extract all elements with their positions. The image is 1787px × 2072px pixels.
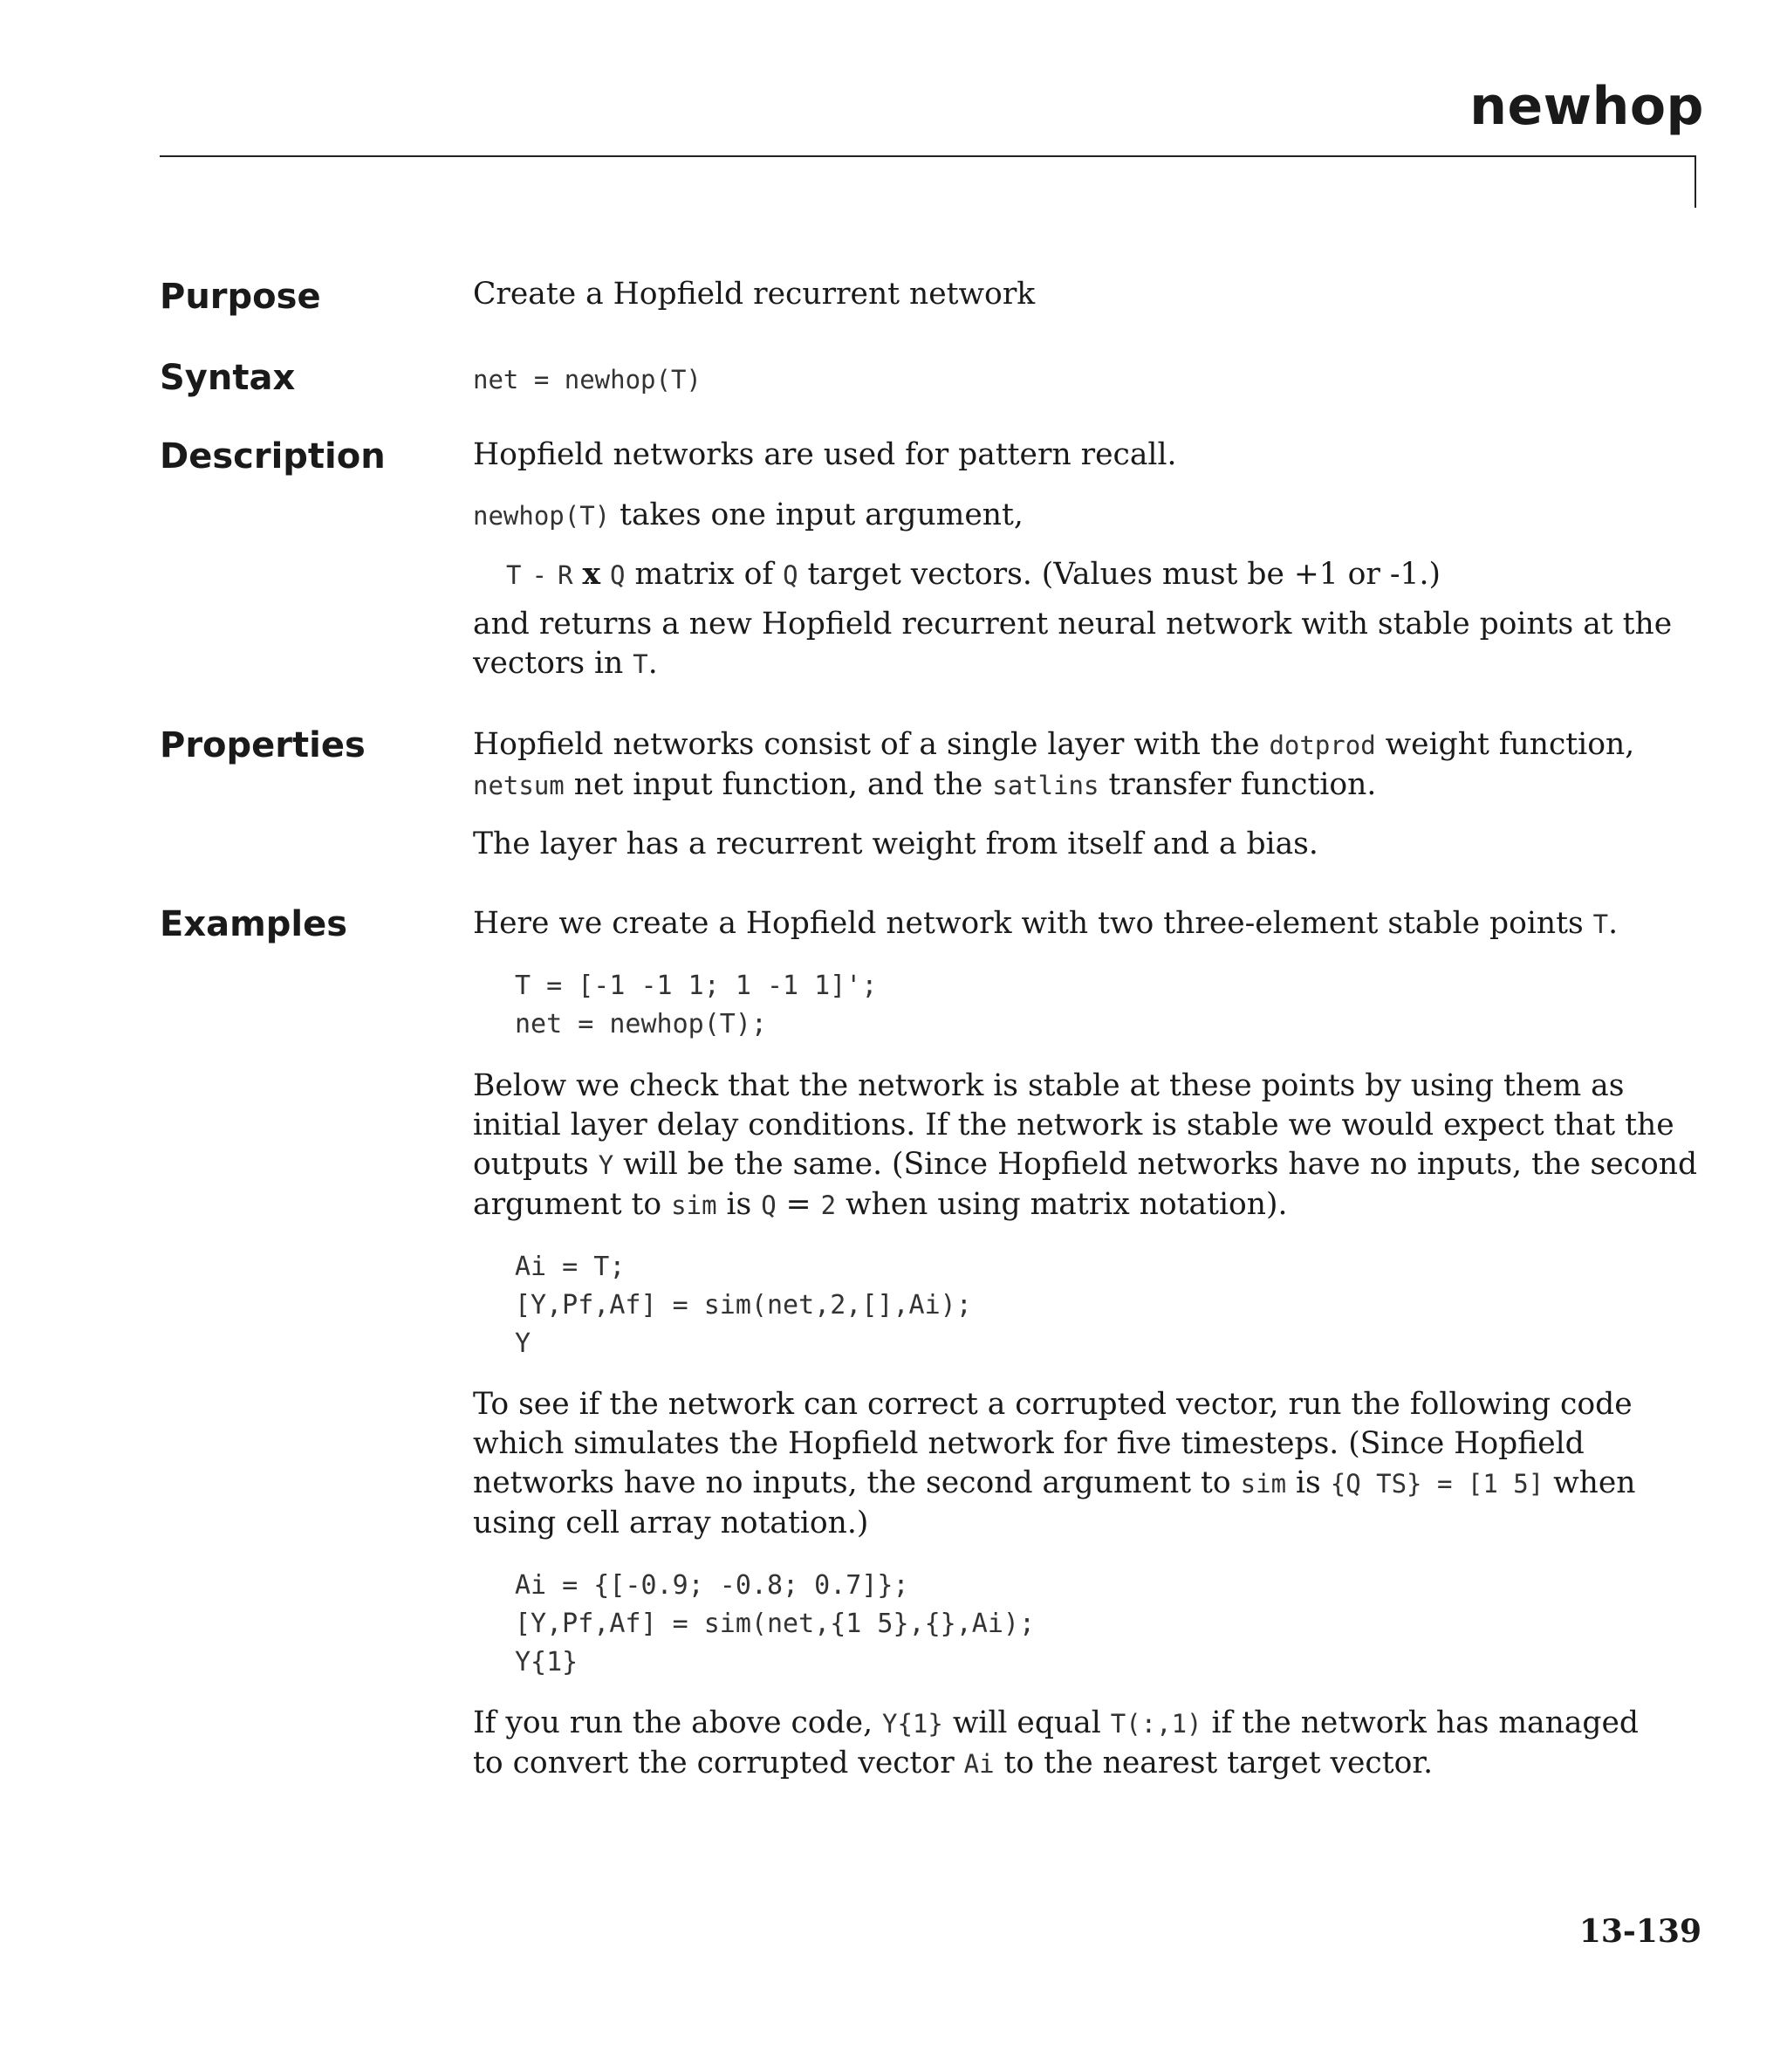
section-label-examples: Examples (160, 904, 348, 944)
header-rule (160, 155, 1696, 157)
inline-code: newhop(T) (473, 501, 611, 531)
examples-paragraph-2: Below we check that the network is stable at these points by using them as initial layer delay conditions. If the network is stable we would expect that the outputs Y will be the same. (Since Hopfield networks have no inputs, the second argument to sim is Q = 2 when using matrix notation). (473, 1068, 1698, 1222)
examples-paragraph-1: Here we create a Hopfield network with two three-element stable points T. (473, 906, 1619, 941)
section-label-description: Description (160, 436, 386, 477)
examples-paragraph-3: To see if the network can correct a corrupted vector, run the following code which simulates the Hopfield network for five timesteps. (Since Hopfield networks have no inputs, the second argument to sim is {Q TS} = [1 5] when using cell array notation.) (473, 1387, 1636, 1540)
section-label-properties: Properties (160, 725, 366, 765)
code-block-2: Ai = T; [Y,Pf,Af] = sim(net,2,[],Ai); Y (515, 1252, 972, 1359)
description-argument-line: T - R x Q matrix of Q target vectors. (Values must be +1 or -1.) (506, 557, 1441, 592)
properties-paragraph-1: Hopfield networks consist of a single layer with the dotprod weight function, netsum net input function, and the satlins transfer function. (473, 727, 1635, 802)
page-title: newhop (1469, 76, 1704, 137)
code-block-3: Ai = {[-0.9; -0.8; 0.7]}; [Y,Pf,Af] = sim(net,{1 5},{},Ai); Y{1} (515, 1570, 1036, 1677)
section-label-purpose: Purpose (160, 277, 321, 317)
page-number: 13-139 (1578, 1913, 1701, 1950)
description-paragraph-2: newhop(T) takes one input argument, (473, 497, 1024, 532)
header-rule-tick (1695, 155, 1696, 208)
examples-paragraph-4: If you run the above code, Y{1} will equal T(:,1) if the network has managed to convert the corrupted vector Ai to the nearest target vector. (473, 1705, 1639, 1780)
description-paragraph-3: and returns a new Hopfield recurrent neural network with stable points at the vectors in T. (473, 607, 1673, 681)
purpose-text: Create a Hopfield recurrent network (473, 277, 1036, 312)
properties-paragraph-2: The layer has a recurrent weight from itself and a bias. (473, 827, 1318, 861)
syntax-code: net = newhop(T) (473, 365, 702, 395)
code-block-1: T = [-1 -1 1; 1 -1 1]'; net = newhop(T); (515, 971, 878, 1039)
section-label-syntax: Syntax (160, 358, 296, 398)
description-paragraph-1: Hopfield networks are used for pattern recall. (473, 437, 1177, 472)
